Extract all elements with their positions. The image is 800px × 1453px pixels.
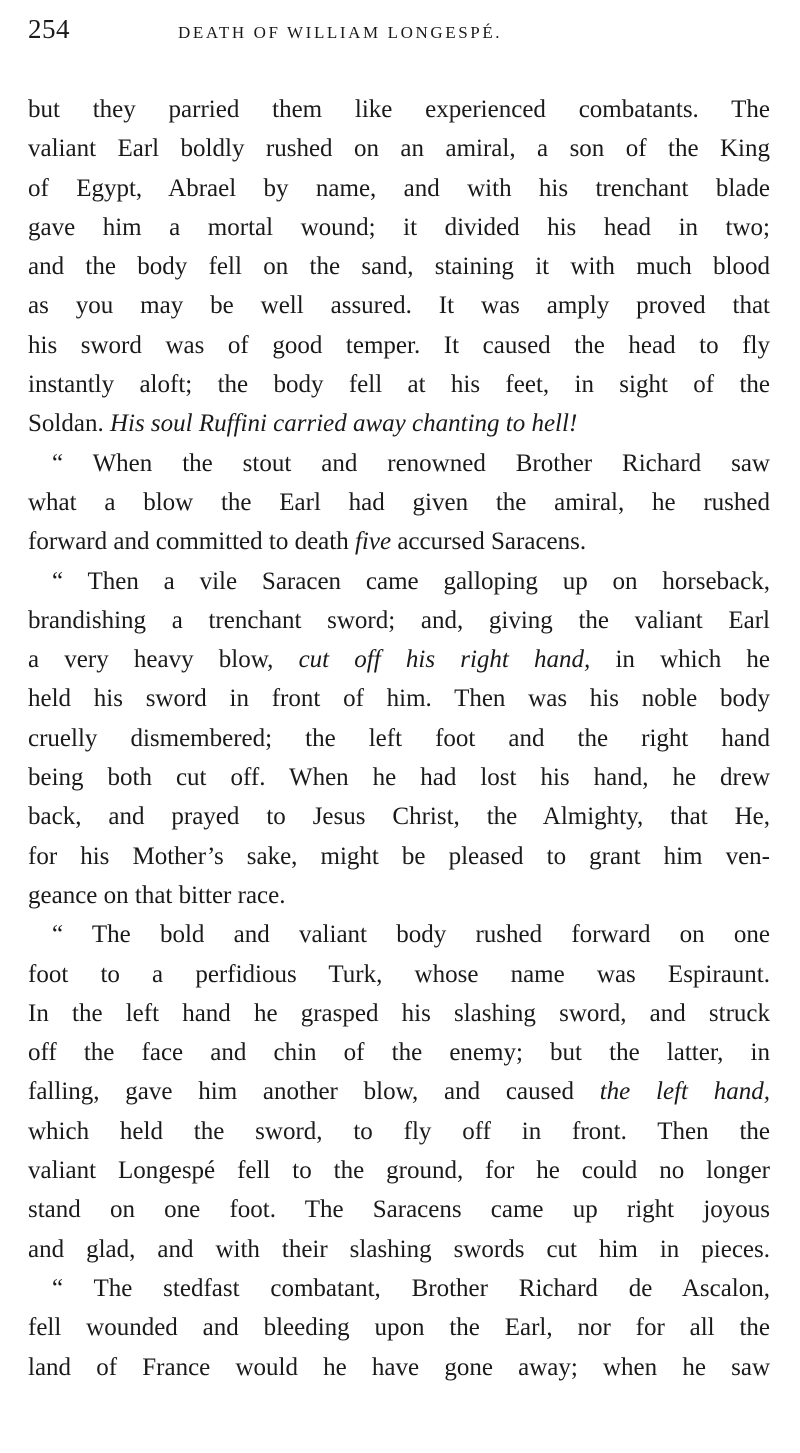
italic-phrase: five [354, 528, 392, 556]
text-line: his sword was of good temper. It caused the head to fly [28, 331, 770, 359]
text-line: back, and prayed to Jesus Christ, the Almighty, that He, [28, 803, 770, 831]
text-line: falling, gave him another blow, and caused the left hand, [28, 1078, 770, 1106]
text-line: forward and committed to death five accursed Saracens. [28, 528, 587, 556]
text-line: valiant Longespé fell to the ground, for he could no longer [28, 1157, 770, 1185]
text-line: cruelly dismembered; the left foot and the right hand [28, 724, 770, 752]
italic-phrase: cut off his right hand, [298, 646, 591, 674]
text-line: and glad, and with their slashing swords cut him in pieces. [28, 1235, 770, 1263]
page-number: 254 [28, 14, 70, 44]
paragraph-start-line: “ The bold and valiant body rushed forward on one [52, 921, 770, 949]
italic-phrase: the left hand, [599, 1078, 770, 1106]
text-line: stand on one foot. The Saracens came up right joyous [28, 1196, 770, 1224]
text-line: and the body fell on the sand, staining it with much blood [28, 253, 770, 281]
text-line: geance on that bitter race. [28, 881, 286, 909]
text-line: gave him a mortal wound; it divided his head in two; [28, 213, 770, 241]
book-page [28, 14, 770, 1387]
text-line: valiant Earl boldly rushed on an amiral, a son of the King [28, 135, 770, 163]
paragraph-start-line: “ The stedfast combatant, Brother Richard de Ascalon, [52, 1274, 770, 1302]
text-line: off the face and chin of the enemy; but the latter, in [28, 1039, 770, 1067]
text-line: fell wounded and bleeding upon the Earl, nor for all the [28, 1314, 770, 1342]
text-line: Soldan. His soul Ruffini carried away chanting to hell! [28, 410, 578, 438]
text-line: In the left hand he grasped his slashing sword, and struck [28, 999, 770, 1027]
text-line: land of France would he have gone away; when he saw [28, 1353, 770, 1381]
text-line: instantly aloft; the body fell at his feet, in sight of the [28, 371, 770, 399]
text-line: what a blow the Earl had given the amiral, he rushed [28, 488, 770, 516]
paragraph-start-line: “ Then a vile Saracen came galloping up on horseback, [52, 567, 770, 595]
italic-phrase: His soul Ruffini carried away chanting to hell! [109, 410, 578, 438]
text-line: a very heavy blow, cut off his right hand, in which he [28, 646, 770, 674]
running-head [28, 14, 770, 50]
paragraph-start-line: “ When the stout and renowned Brother Richard saw [52, 449, 770, 477]
text-line: but they parried them like experienced combatants. The [28, 96, 770, 123]
text-line: which held the sword, to fly off in front. Then the [28, 1117, 770, 1145]
text-line: held his sword in front of him. Then was his noble body [28, 685, 770, 713]
body-text [28, 90, 770, 1387]
text-line: as you may be well assured. It was amply proved that [28, 292, 770, 320]
running-title: DEATH OF WILLIAM LONGESPÉ. [178, 23, 503, 42]
text-line: of Egypt, Abrael by name, and with his trenchant blade [28, 174, 770, 202]
text-line: for his Mother’s sake, might be pleased to grant him ven- [28, 842, 770, 870]
text-line: brandishing a trenchant sword; and, giving the valiant Earl [28, 606, 770, 634]
text-line: foot to a perfidious Turk, whose name was Espiraunt. [28, 960, 770, 988]
text-line: being both cut off. When he had lost his hand, he drew [28, 764, 770, 792]
